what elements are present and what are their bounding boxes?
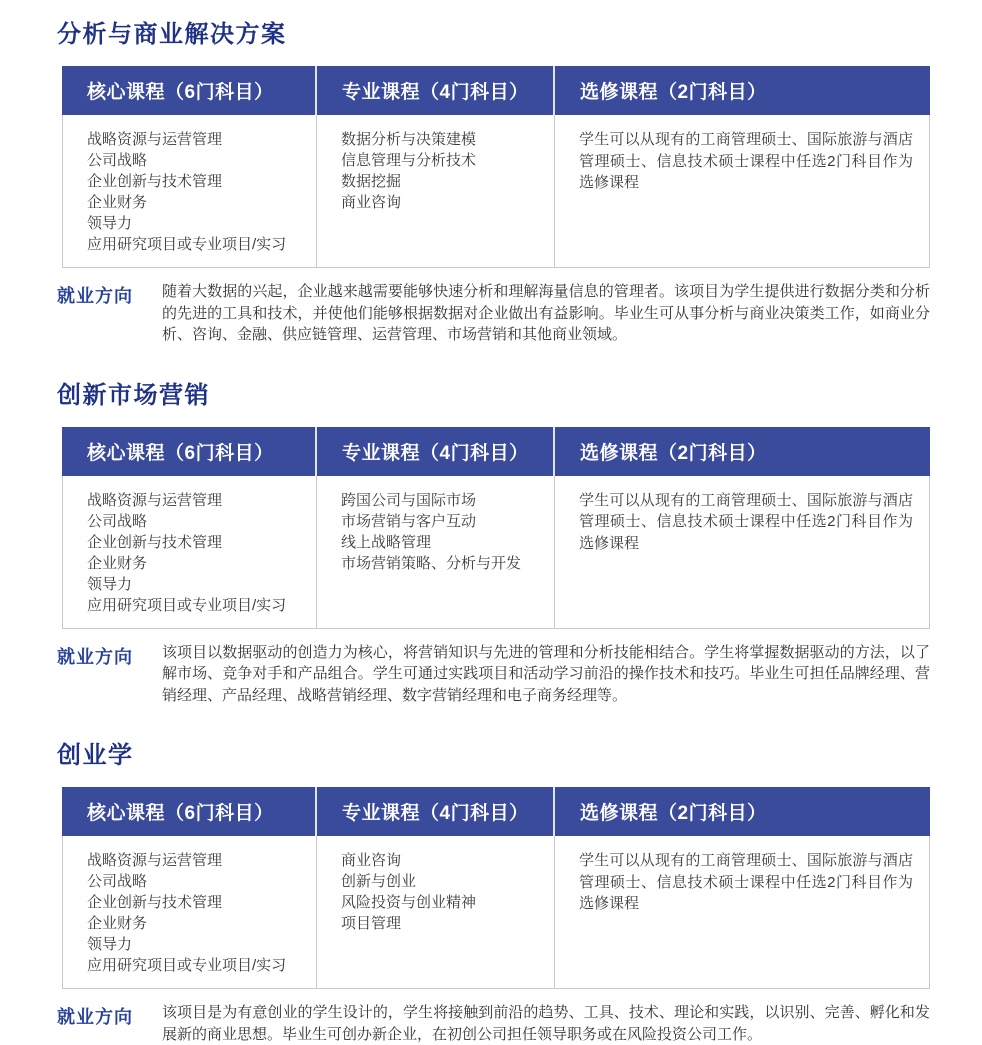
professional-courses-header: 专业课程（4门科目）	[315, 787, 553, 836]
course-item: 企业创新与技术管理	[87, 173, 223, 190]
course-item: 战略资源与运营管理	[87, 131, 223, 148]
course-item: 应用研究项目或专业项目/实习	[87, 596, 287, 614]
section-analytics-business-solutions	[57, 14, 930, 346]
core-courses-header: 核心课程（6门科目）	[87, 442, 274, 464]
career-direction-text: 该项目是为有意创业的学生设计的，学生将接触到前沿的趋势、工具、技术、理论和实践，以识别、完善、孵化和发展新的商业思想。毕业生可创办新企业，在初创公司担任领导职务或在风险投资公司工作。	[162, 1004, 930, 1043]
career-direction-row	[57, 642, 930, 707]
table-header-row	[62, 427, 930, 476]
course-item: 应用研究项目或专业项目/实习	[87, 957, 287, 974]
course-item: 创新与创业	[341, 873, 417, 890]
course-item: 领导力	[87, 936, 133, 953]
professional-courses-header: 专业课程（4门科目）	[315, 66, 553, 115]
career-direction-text: 该项目以数据驱动的创造力为核心，将营销知识与先进的管理和分析技能相结合。学生将掌握数据驱动的方法，以了解市场、竞争对手和产品组合。学生可通过实践项目和活动学习前沿的操作技术和技巧。毕业生可担任品牌经理、营销经理、产品经理、战略营销经理、数字营销经理和电子商务经理等。	[162, 643, 930, 704]
elective-courses-header: 选修课程（2门科目）	[553, 787, 930, 836]
course-item: 公司战略	[87, 152, 148, 169]
course-item: 领导力	[87, 575, 133, 593]
section-entrepreneurship	[57, 735, 930, 1045]
course-item: 线上战略管理	[341, 533, 432, 551]
section-innovative-marketing	[57, 375, 930, 707]
course-item: 企业财务	[87, 194, 148, 211]
course-item: 数据分析与决策建模	[341, 131, 477, 148]
table-body-row	[62, 115, 930, 268]
table-body-row	[62, 476, 930, 629]
course-item: 公司战略	[87, 512, 148, 530]
section-title: 分析与商业解决方案	[57, 21, 287, 48]
course-item: 项目管理	[341, 915, 402, 932]
table-body-row	[62, 836, 930, 989]
course-item: 企业创新与技术管理	[87, 533, 223, 551]
course-item: 跨国公司与国际市场	[341, 491, 477, 509]
elective-course-text: 学生可以从现有的工商管理硕士、国际旅游与酒店管理硕士、信息技术硕士课程中任选2门科目作为选修课程	[554, 476, 931, 628]
course-item: 商业咨询	[341, 194, 402, 211]
course-item: 商业咨询	[341, 852, 402, 869]
core-course-list	[63, 836, 316, 988]
core-courses-header: 核心课程（6门科目）	[87, 803, 274, 824]
core-course-list	[63, 115, 316, 267]
career-direction-row	[57, 281, 930, 346]
elective-courses-header: 选修课程（2门科目）	[553, 427, 930, 476]
course-item: 领导力	[87, 215, 133, 232]
career-direction-label: 就业方向	[57, 286, 133, 306]
course-item: 企业财务	[87, 915, 148, 932]
core-course-list	[63, 476, 316, 628]
course-table	[62, 66, 930, 268]
course-item: 企业创新与技术管理	[87, 894, 223, 911]
career-direction-label: 就业方向	[57, 1007, 133, 1027]
course-table	[62, 427, 930, 629]
elective-courses-header: 选修课程（2门科目）	[553, 66, 930, 115]
course-item: 企业财务	[87, 554, 148, 572]
course-item: 数据挖掘	[341, 173, 402, 190]
course-item: 信息管理与分析技术	[341, 152, 477, 169]
course-item: 市场营销策略、分析与开发	[341, 554, 522, 572]
professional-course-list	[316, 476, 554, 628]
course-item: 战略资源与运营管理	[87, 852, 223, 869]
career-direction-label: 就业方向	[57, 646, 133, 667]
career-direction-text: 随着大数据的兴起，企业越来越需要能够快速分析和理解海量信息的管理者。该项目为学生提供进行数据分类和分析的先进的工具和技术，并使他们能够根据数据对企业做出有益影响。毕业生可从事分析与商业决策类工作，如商业分析、咨询、金融、供应链管理、运营管理、市场营销和其他商业领域。	[162, 283, 930, 343]
professional-course-list	[316, 115, 554, 267]
course-item: 公司战略	[87, 873, 148, 890]
professional-courses-header: 专业课程（4门科目）	[315, 427, 553, 476]
course-item: 战略资源与运营管理	[87, 491, 223, 509]
table-header-row	[62, 66, 930, 115]
elective-course-text: 学生可以从现有的工商管理硕士、国际旅游与酒店管理硕士、信息技术硕士课程中任选2门科目作为选修课程	[554, 115, 931, 267]
section-title: 创新市场营销	[57, 381, 210, 409]
course-item: 应用研究项目或专业项目/实习	[87, 236, 287, 253]
table-header-row	[62, 787, 930, 836]
course-item: 风险投资与创业精神	[341, 894, 477, 911]
elective-course-text: 学生可以从现有的工商管理硕士、国际旅游与酒店管理硕士、信息技术硕士课程中任选2门科目作为选修课程	[554, 836, 931, 988]
course-item: 市场营销与客户互动	[341, 512, 477, 530]
professional-course-list	[316, 836, 554, 988]
section-title: 创业学	[57, 742, 134, 769]
core-courses-header: 核心课程（6门科目）	[87, 82, 274, 103]
course-table	[62, 787, 930, 989]
